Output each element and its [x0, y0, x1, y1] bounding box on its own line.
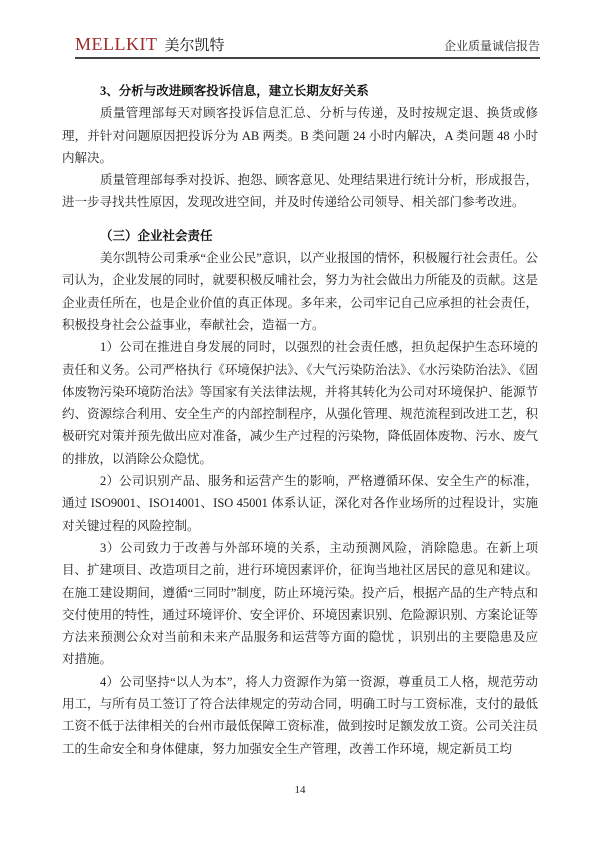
- paragraph-csr-point-4: 4）公司坚持“以人为本”，将人力资源作为第一资源，尊重员工人格，规范劳动用工，与所有员工签订了符合法律规定的劳动合同，明确工时与工资标准，支付的最低工资不低于法律相关的台州市最低保障工资标准，做到按时足额发放工资。公司关注员工的生命安全和身体健康，努力加强安全生产管理，改善工作环境，规定新员工均: [62, 674, 538, 756]
- logo-text-en: MELLKIT: [75, 34, 158, 54]
- paragraph-complaints-quarterly: 质量管理部每季对投诉、抱怨、顾客意见、处理结果进行统计分析，形成报告，进一步寻找共性原因，发现改进空间，并及时传递给公司领导、相关部门参考改进。: [62, 173, 538, 210]
- section-heading-csr: （三）企业社会责任: [100, 228, 213, 243]
- company-logo: [75, 34, 225, 55]
- paragraph-csr-point-1: 1）公司在推进自身发展的同时，以强烈的社会责任感，担负起保护生态环境的责任和义务。公司严格执行《环境保护法》、《大气污染防治法》、《水污染防治法》、《固体废物污染环境防治法》等国家有关法律法规，并将其转化为公司对环境保护、能源节约、资源综合利用、安全生产的内部控制程序，从强化管理、规范流程到改进工艺，积极研究对策并预先做出应对准备，减少生产过程的污染物，降低固体废物、污水、废气的排放，以消除公众隐忧。: [62, 340, 538, 466]
- page-header: [75, 0, 540, 59]
- section-heading-complaints: 3、分析与改进顾客投诉信息，建立长期友好关系: [100, 84, 369, 98]
- paragraph-csr-point-3: 3）公司致力于改善与外部环境的关系，主动预测风险，消除隐患。在新上项目、扩建项目、改造项目之前，进行环境因素评价，征询当地社区居民的意见和建议。在施工建设期间，遵循“三同时”制度，防止环境污染。投产后，根据产品的生产特点和交付使用的特性，通过环境评价、安全评价、环境因素识别、危险源识别、方案论证等方法来预测公众对当前和未来产品服务和运营等方面的隐忧 ，识别出的主要隐患及应对措施。: [62, 540, 538, 667]
- document-title: 企业质量诚信报告: [443, 39, 540, 53]
- page-footer: [0, 784, 600, 796]
- logo-text-cn: 美尔凯特: [164, 38, 225, 54]
- paragraph-csr-point-2: 2）公司识别产品、服务和运营产生的影响，严格遵循环保、安全生产的标准，通过 ISO9001、ISO14001、ISO 45001 体系认证，深化对各作业场所的过程设计，实施对关键过程的风险控制。: [62, 474, 538, 533]
- page-number: 14: [294, 784, 306, 796]
- document-body: [62, 80, 538, 760]
- paragraph-complaints-daily: 质量管理部每天对顾客投诉信息汇总、分析与传递，及时按规定退、换货或修理，并针对问题原因把投诉分为 AB 两类。B 类问题 24 小时内解决，A 类问题 48 小时内解决。: [62, 106, 538, 165]
- paragraph-csr-intro: 美尔凯特公司秉承“企业公民”意识，以产业报国的情怀，积极履行社会责任。公司认为，企业发展的同时，就要积极反哺社会，努力为社会做出力所能及的贡献。这是企业责任所在，也是企业价值的真正体现。多年来，公司牢记自己应承担的社会责任，积极投身社会公益事业，奉献社会，造福一方。: [62, 251, 538, 332]
